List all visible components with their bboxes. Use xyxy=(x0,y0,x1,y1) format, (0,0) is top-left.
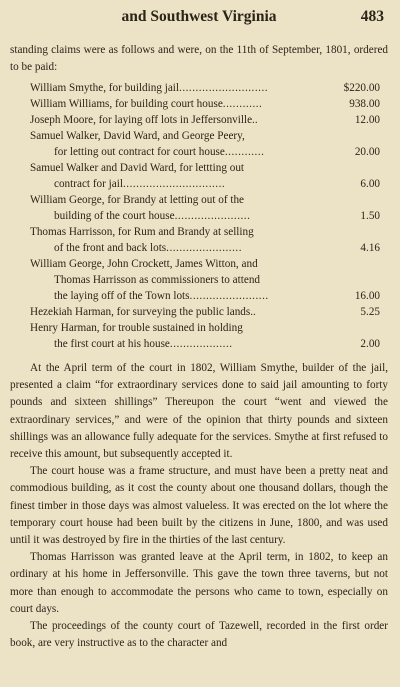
claim-line xyxy=(30,240,382,256)
claim-amount: $220.00 xyxy=(343,82,380,94)
claim-text: the first court at his house xyxy=(54,338,170,350)
claim-amount: 16.00 xyxy=(354,290,380,302)
claim-amount: 5.25 xyxy=(360,306,380,318)
body-text xyxy=(10,360,388,652)
leader-dots: ........................... xyxy=(179,82,269,94)
claim-text: Henry Harman, for trouble sustained in holding xyxy=(30,322,243,334)
leader-dots: ........................ xyxy=(189,290,269,302)
claim-line xyxy=(30,112,382,128)
claim-item xyxy=(30,256,382,304)
claim-line xyxy=(30,336,382,352)
claim-line xyxy=(30,144,382,160)
claim-item xyxy=(30,160,382,192)
claim-text: for letting out contract for court house xyxy=(54,146,225,158)
paragraph: At the April term of the court in 1802, William Smythe, builder of the jail, presented a claim “for extraordinary services done to said jail amounting to forty pounds and sixteen shillings” Thereupon the court “went and viewed the extraordinary services,” and were of the opinion that thirty pounds and sixteen shillings was an allowance fully adequate for the services. Smythe at first refused to receive this amount, but subsequently accepted it. xyxy=(10,362,388,461)
claim-text: building of the court house xyxy=(54,210,175,222)
claim-line xyxy=(30,288,382,304)
claim-line xyxy=(30,256,382,272)
claim-item xyxy=(30,224,382,256)
claim-item xyxy=(30,112,382,128)
claim-line xyxy=(30,272,382,288)
claim-item xyxy=(30,192,382,224)
claim-line xyxy=(30,160,382,176)
claim-line xyxy=(30,128,382,144)
claim-text: Samuel Walker and David Ward, for lettting out xyxy=(30,162,245,174)
claim-line xyxy=(30,192,382,208)
claim-amount: 2.00 xyxy=(360,338,380,350)
paragraph: The proceedings of the county court of Tazewell, recorded in the first order book, are very instructive as to the character and xyxy=(10,620,388,650)
claim-text: William George, for Brandy at letting out of the xyxy=(30,194,245,206)
claims-list xyxy=(30,80,382,352)
paragraph: Thomas Harrisson was granted leave at the April term, in 1802, to keep an ordinary at his home in Jeffersonville. This gave the town three taverns, but not more than enough to accommodate the persons who came to town, especially on court days. xyxy=(10,551,388,615)
claim-text: Hezekiah Harman, for surveying the public lands.. xyxy=(30,306,256,318)
running-header xyxy=(10,6,388,30)
claim-text: of the front and back lots xyxy=(54,242,167,254)
running-title: and Southwest Virginia xyxy=(121,8,277,25)
claim-text: the laying off of the Town lots xyxy=(54,290,190,302)
leader-dots: ................... xyxy=(169,338,233,350)
claim-text: Thomas Harrisson as commissioners to attend xyxy=(54,274,261,286)
leader-dots: ............ xyxy=(222,98,263,110)
claim-amount: 20.00 xyxy=(354,146,380,158)
claim-text: William Smythe, for building jail xyxy=(30,82,180,94)
claim-amount: 6.00 xyxy=(360,178,380,190)
claim-text: Thomas Harrisson, for Rum and Brandy at selling xyxy=(30,226,254,238)
claim-line xyxy=(30,208,382,224)
claim-text: William Williams, for building court house xyxy=(30,98,223,110)
claim-amount: 938.00 xyxy=(349,98,380,110)
claim-amount: 4.16 xyxy=(360,242,380,254)
claim-text: Joseph Moore, for laying off lots in Jeffersonville.. xyxy=(30,114,258,126)
intro-text: standing claims were as follows and were, on the 11th of September, 1801, ordered to be paid: xyxy=(10,44,388,73)
claim-item xyxy=(30,80,382,96)
paragraph: The court house was a frame structure, and must have been a pretty neat and commodious building, as it cost the county about one thousand dollars, though the finest timber in those days was almost valueless. It was erected on the lot where the temporary court house had been built by the citizens in June, 1800, and was used until it was destroyed by fire in the thirties of the last century. xyxy=(10,465,388,547)
claim-line xyxy=(30,80,382,96)
leader-dots: ....................... xyxy=(166,242,242,254)
claim-amount: 1.50 xyxy=(360,210,380,222)
claim-text: Samuel Walker, David Ward, and George Peery, xyxy=(30,130,245,142)
claim-item xyxy=(30,128,382,160)
claim-line xyxy=(30,176,382,192)
page-number: 483 xyxy=(360,8,384,25)
claim-amount: 12.00 xyxy=(354,114,380,126)
claim-text: William George, John Crockett, James Witton, and xyxy=(30,258,258,270)
leader-dots: ............................... xyxy=(122,178,226,190)
leader-dots: ....................... xyxy=(174,210,251,222)
claim-item xyxy=(30,96,382,112)
claim-item xyxy=(30,320,382,352)
claim-item xyxy=(30,304,382,320)
claim-line xyxy=(30,224,382,240)
leader-dots: ............ xyxy=(224,146,265,158)
claim-text: contract for jail xyxy=(54,178,123,190)
claim-line xyxy=(30,304,382,320)
claim-line xyxy=(30,96,382,112)
claim-line xyxy=(30,320,382,336)
